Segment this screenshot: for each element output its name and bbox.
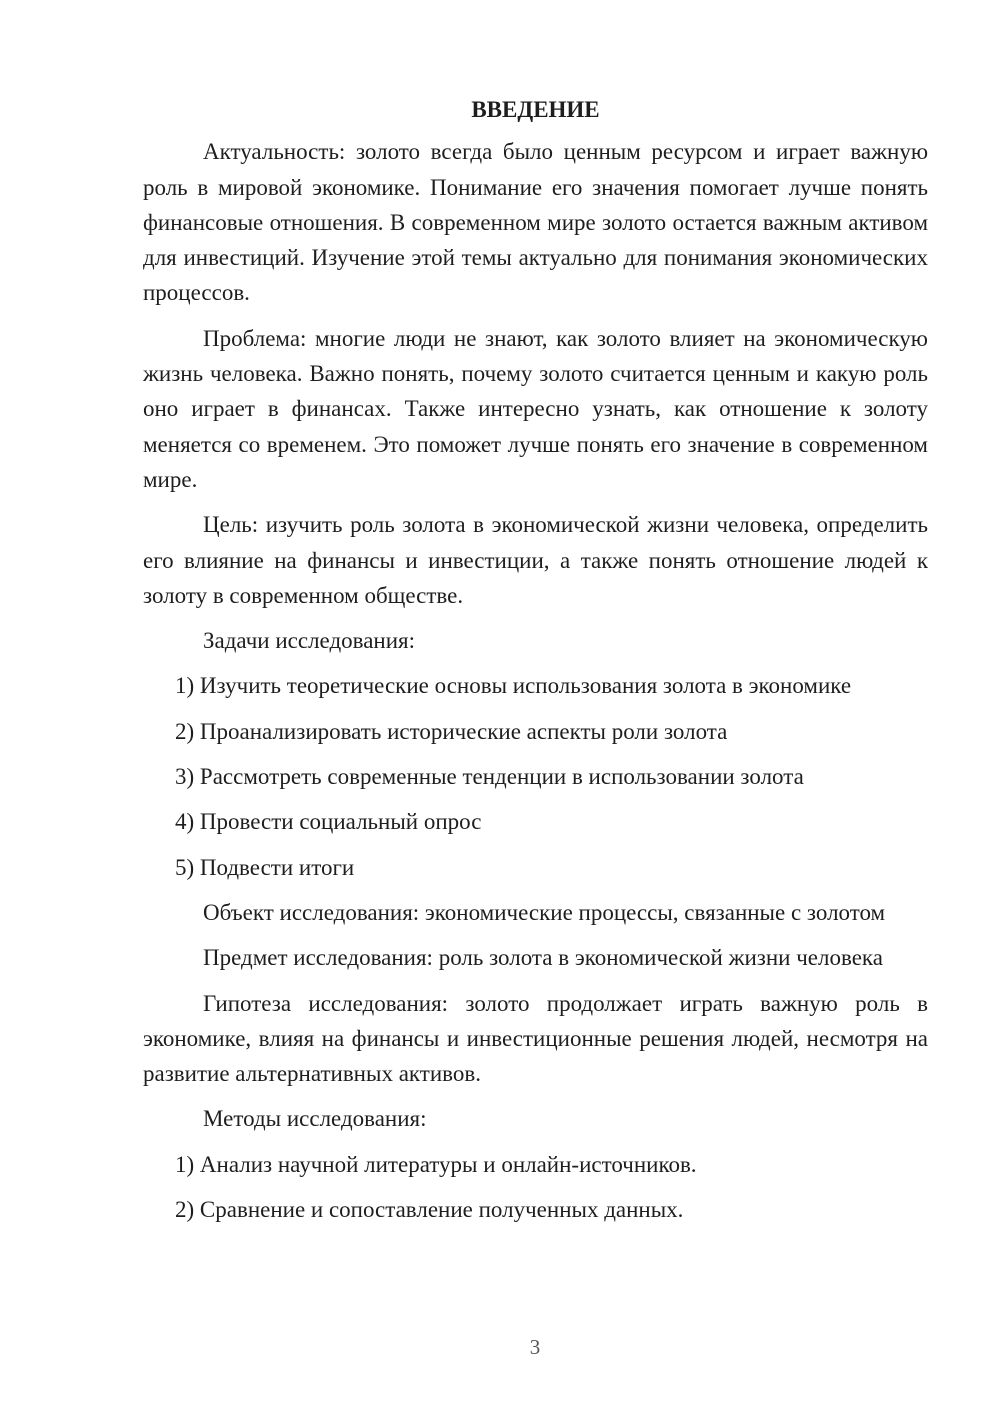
goal-paragraph: Цель: изучить роль золота в экономической жизни человека, определить его влияние на финансы и инвестиции, а также понять отношение людей к золоту в современном обществе. — [143, 512, 928, 608]
task-item-1: 1) Изучить теоретические основы использования золота в экономике — [175, 673, 852, 699]
task-item-4: 4) Провести социальный опрос — [175, 809, 482, 835]
task-item-5: 5) Подвести итоги — [175, 854, 355, 880]
methods-label: Методы исследования: — [203, 1106, 427, 1132]
method-item-1: 1) Анализ научной литературы и онлайн-источников. — [175, 1151, 697, 1177]
page-title: ВВЕДЕНИЕ — [471, 97, 600, 122]
page-number: 3 — [529, 1335, 541, 1359]
subject-paragraph: Предмет исследования: роль золота в экономической жизни человека — [203, 945, 883, 971]
task-item-3: 3) Рассмотреть современные тенденции в использовании золота — [175, 764, 804, 790]
tasks-label: Задачи исследования: — [203, 628, 416, 654]
object-paragraph: Объект исследования: экономические процессы, связанные с золотом — [203, 899, 886, 925]
problem-paragraph: Проблема: многие люди не знают, как золото влияет на экономическую жизнь человека. Важно понять, почему золото считается ценным и какую роль оно играет в финансах. Также интересно узнать, как отношение к золоту меняется со временем. Это поможет лучше понять его значение в современном мире. — [143, 325, 928, 492]
hypothesis-paragraph: Гипотеза исследования: золото продолжает играть важную роль в экономике, влияя на финансы и инвестиционные решения людей, несмотря на развитие альтернативных активов. — [143, 990, 928, 1087]
relevance-paragraph: Актуальность: золото всегда было ценным ресурсом и играет важную роль в мировой экономике. Понимание его значения помогает лучше понять финансовые отношения. В современном мире золото остается важным активом для инвестиций. Изучение этой темы актуально для понимания экономических процессов. — [143, 139, 928, 306]
method-item-2: 2) Сравнение и сопоставление полученных данных. — [175, 1197, 684, 1223]
task-item-2: 2) Проанализировать исторические аспекты роли золота — [175, 718, 728, 744]
